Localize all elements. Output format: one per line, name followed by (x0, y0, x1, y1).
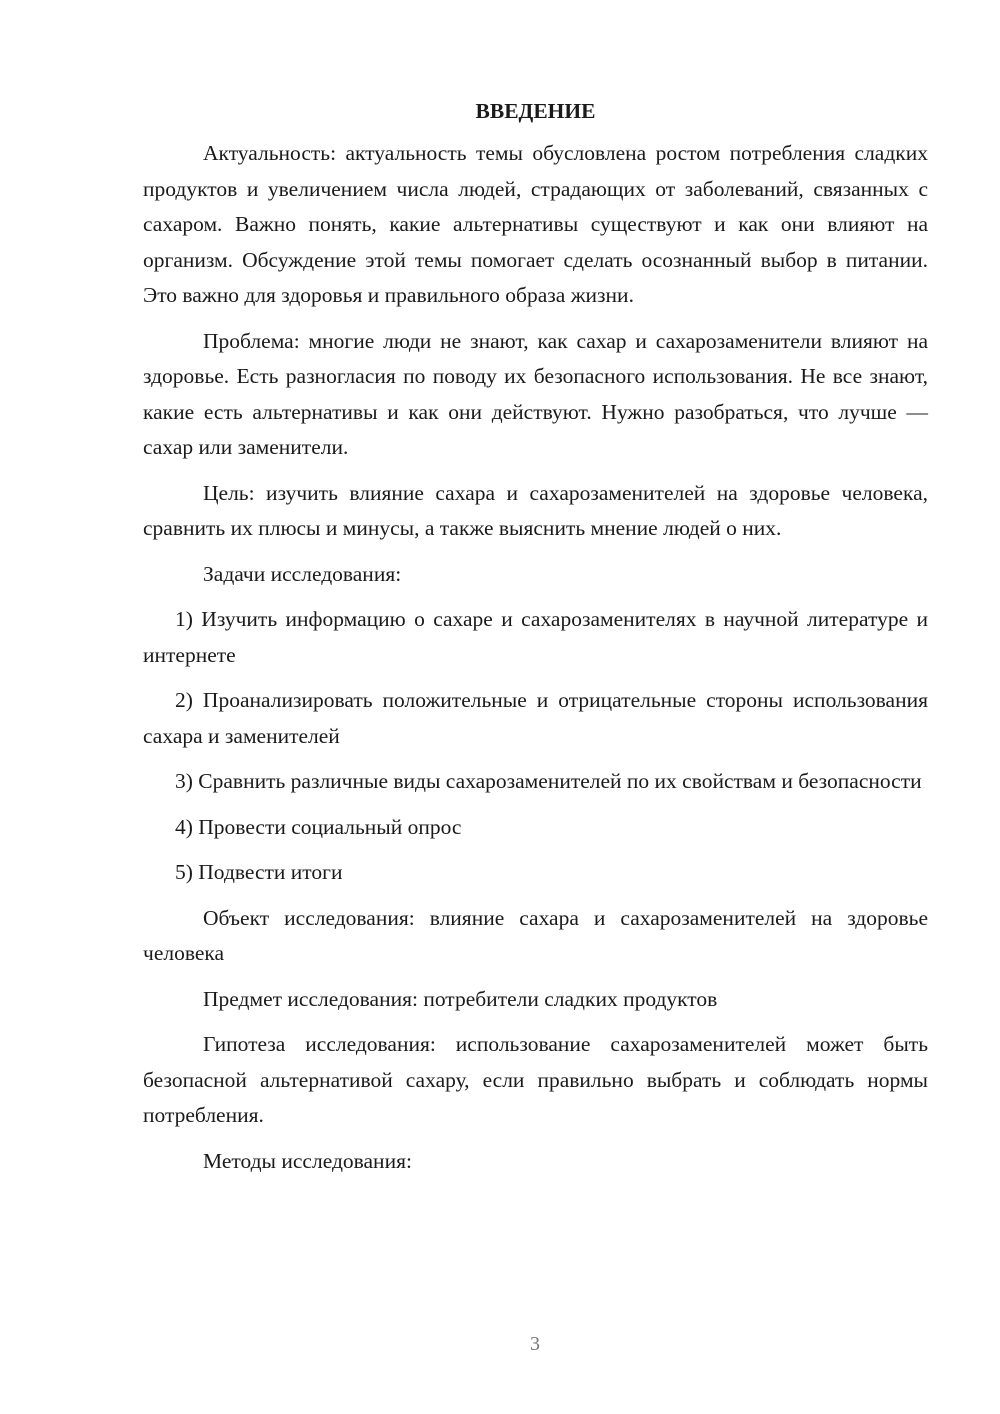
task-item-4: 4) Провести социальный опрос (175, 814, 462, 839)
task-item-3: 3) Сравнить различные виды сахарозаменителей по их свойствам и безопасности (175, 769, 922, 793)
paragraph-goal: Цель: изучить влияние сахара и сахарозаменителей на здоровье человека, сравнить их плюсы и минусы, а также выяснить мнение людей о них. (143, 480, 928, 540)
section-title: ВВЕДЕНИЕ (475, 99, 596, 123)
paragraph-object: Объект исследования: влияние сахара и сахарозаменителей на здоровье человека (143, 905, 928, 965)
paragraph-hypothesis: Гипотеза исследования: использование сахарозаменителей может быть безопасной альтернативой сахару, если правильно выбрать и соблюдать нормы потребления. (143, 1032, 928, 1127)
task-item-1: 1) Изучить информацию о сахаре и сахарозаменителях в научной литературе и интернете (143, 607, 928, 667)
task-item-2: 2) Проанализировать положительные и отрицательные стороны использования сахара и заменителей (143, 688, 928, 748)
document-page (143, 96, 928, 1189)
page-number: 3 (530, 1333, 540, 1355)
paragraph-problem: Проблема: многие люди не знают, как сахар и сахарозаменители влияют на здоровье. Есть разногласия по поводу их безопасного использования. Не все знают, какие есть альтернативы и как они действуют. Нужно разобраться, что лучше — сахар или заменители. (143, 328, 928, 459)
task-item-5: 5) Подвести итоги (175, 860, 343, 884)
methods-heading: Методы исследования: (203, 1148, 412, 1173)
paragraph-relevance: Актуальность: актуальность темы обусловлена ростом потребления сладких продуктов и увеличением числа людей, страдающих от заболеваний, связанных с сахаром. Важно понять, какие альтернативы существуют и как они влияют на организм. Обсуждение этой темы помогает сделать осознанный выбор в питании. Это важно для здоровья и правильного образа жизни. (143, 141, 928, 307)
tasks-heading: Задачи исследования: (203, 561, 402, 586)
paragraph-subject: Предмет исследования: потребители сладких продуктов (203, 986, 718, 1011)
